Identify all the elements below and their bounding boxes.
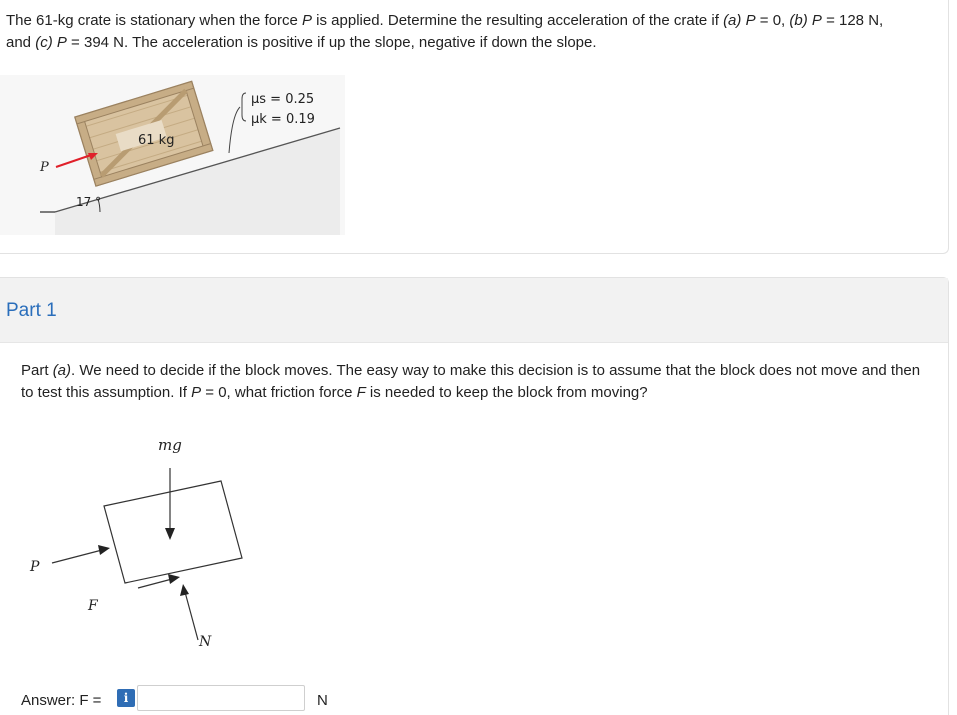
force-P-label: P — [40, 160, 49, 175]
part-question — [21, 360, 921, 404]
part-card — [0, 277, 949, 715]
problem-card — [0, 0, 949, 254]
fbd-P-arrow — [52, 550, 102, 563]
crate-mass-label: 61 kg — [138, 133, 175, 148]
free-body-diagram — [18, 428, 278, 658]
question-case-a: (a) — [52, 362, 72, 379]
fbd-F-arrowhead — [168, 574, 180, 584]
angle-label: 17 ° — [76, 195, 102, 209]
var-P: P — [745, 12, 756, 29]
case-c: (c) — [35, 34, 53, 51]
problem-text-1: The 61-kg crate is stationary when the force — [6, 12, 302, 29]
question-var-F: F — [356, 384, 366, 401]
problem-statement — [6, 10, 926, 54]
answer-input[interactable] — [137, 685, 305, 711]
crate-on-incline-figure — [0, 75, 345, 235]
info-icon[interactable]: i — [117, 689, 135, 707]
answer-unit: N — [317, 692, 328, 709]
fbd-F-arrow — [138, 579, 172, 588]
var-P: P — [301, 12, 312, 29]
question-text-3: = 0, what friction force — [201, 384, 357, 401]
fbd-P-label: P — [30, 559, 40, 575]
mu-k-label: μk = 0.19 — [251, 112, 315, 127]
fbd-F-label: F — [88, 598, 98, 614]
question-text-2: . We need to decide if the block moves. The easy way to make this decision is to assume that the block does not move and then to test this assumption. If — [21, 362, 921, 401]
case-b: (b) — [789, 12, 808, 29]
var-P: P — [56, 34, 67, 51]
problem-text-2: is applied. Determine the resulting acceleration of the crate if — [312, 12, 724, 29]
case-a: (a) — [723, 12, 742, 29]
mu-s-label: μs = 0.25 — [251, 92, 315, 107]
fbd-N-arrowhead — [180, 584, 189, 596]
question-var-P: P — [191, 384, 202, 401]
question-text-4: is needed to keep the block from moving? — [365, 384, 648, 401]
fbd-N-arrow — [185, 592, 198, 640]
problem-text-4: = 0, — [755, 12, 790, 29]
fbd-N-label: N — [199, 634, 212, 650]
problem-text-9: = 394 N. The acceleration is positive if up the slope, negative if down the slope. — [66, 34, 597, 51]
mg-label: mg — [158, 436, 182, 454]
question-text-1: Part — [21, 362, 53, 379]
problem-text-7: and — [6, 34, 36, 51]
problem-text-6: = 128 N, — [821, 12, 884, 29]
fbd-P-arrowhead — [98, 545, 110, 555]
var-P: P — [811, 12, 822, 29]
part-title: Part 1 — [6, 300, 57, 321]
part-header — [0, 278, 948, 343]
answer-label: Answer: F = — [21, 692, 102, 709]
